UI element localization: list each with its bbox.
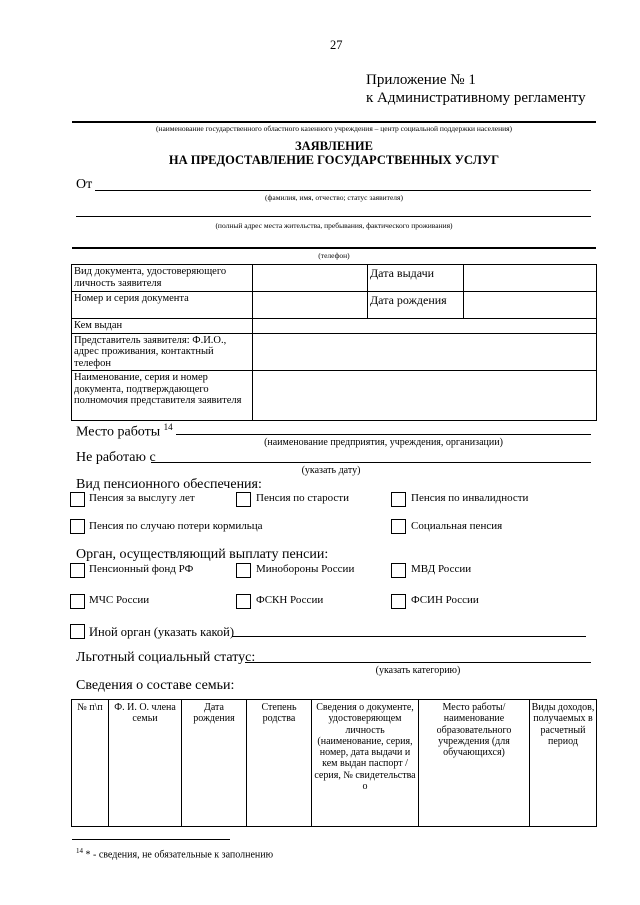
payer-option-label: Пенсионный фонд РФ [89,563,194,575]
payer-option-label: ФСИН России [411,594,479,606]
phone-hint: (телефон) [318,251,350,260]
title-line2: НА ПРЕДОСТАВЛЕНИЕ ГОСУДАРСТВЕННЫХ УСЛУГ [168,153,500,167]
from-hint: (фамилия, имя, отчество; статус заявителя) [265,193,403,202]
page-number: 27 [330,38,343,52]
pension-option-label: Пенсия по инвалидности [411,492,529,504]
not-working-hint: (указать дату) [301,465,361,476]
footnote [76,847,273,860]
issue-date-label: Дата выдачи [368,265,464,292]
applicant-table [71,264,597,421]
family-heading: Сведения о составе семьи: [76,678,235,693]
issue-date-value[interactable] [464,265,597,292]
workplace-footnote-ref: 14 [163,422,173,432]
address-hint: (полный адрес места жительства, пребывания, фактического проживания) [215,221,453,230]
social-status-hint: (указать категорию) [375,665,461,676]
payer-other-checkbox[interactable] [70,624,85,639]
pension-option-checkbox[interactable] [236,492,251,507]
pension-option-label: Пенсия за выслугу лет [89,492,195,504]
payer-option-checkbox[interactable] [391,594,406,609]
workplace-hint: (наименование предприятия, учреждения, организации) [264,437,503,448]
institution-hint: (наименование государственного областного казенного учреждения – центр социальной поддержки населения) [155,124,513,133]
birth-date-label: Дата рождения [368,292,464,319]
footnote-text: * - сведения, не обязательные к заполнению [85,849,274,861]
footnote-separator [72,839,230,840]
payer-heading: Орган, осуществляющий выплату пенсии: [76,547,329,562]
payer-option-checkbox[interactable] [70,563,85,578]
address-line[interactable] [76,216,591,217]
representative-label: Представитель заявителя: Ф.И.О., адрес проживания, контактный телефон [72,333,253,371]
phone-line[interactable] [72,247,596,249]
appendix-line2: к Административному регламенту [366,90,586,106]
issued-by-label: Кем выдан [72,319,253,334]
payer-option-checkbox[interactable] [70,594,85,609]
appendix-line1: Приложение № 1 [366,72,476,88]
pension-option-label: Пенсия по старости [256,492,349,504]
pension-option-checkbox[interactable] [391,492,406,507]
workplace-label: Место работы $^{14}$ [76,422,173,440]
not-working-line[interactable] [151,462,591,463]
social-status-label: Льготный социальный статус: [76,650,256,665]
pension-option-label: Социальная пенсия [411,520,503,532]
family-column-header: № п\п [72,700,109,827]
social-status-line[interactable] [245,662,591,663]
workplace-line[interactable] [176,434,591,435]
payer-option-label: Минобороны России [256,563,355,575]
pension-option-label: Пенсия по случаю потери кормильца [89,520,263,532]
family-column-header: Сведения о документе, удостоверяющем личность (наименование, серия, номер, дата выдачи и кем выдан паспорт / серия, № свидетельства о [312,700,419,827]
payer-option-label: ФСКН России [256,594,324,606]
pension-option-checkbox[interactable] [70,492,85,507]
footnote-number: 14 [76,847,83,855]
payer-option-label: МВД России [411,563,472,575]
issued-by-value[interactable] [253,319,597,334]
title-line1: ЗАЯВЛЕНИЕ [295,139,373,153]
not-working-label: Не работаю с [76,450,156,465]
doc-number-value[interactable] [253,292,368,319]
family-table [71,699,597,827]
doc-type-label: Вид документа, удостоверяющего личность заявителя [72,265,253,292]
pension-option-checkbox[interactable] [391,519,406,534]
pension-option-checkbox[interactable] [70,519,85,534]
authority-doc-value[interactable] [253,371,597,421]
payer-option-checkbox[interactable] [391,563,406,578]
payer-other-label: Иной орган (указать какой) [89,625,235,639]
authority-doc-label: Наименование, серия и номер документа, подтверждающего полномочия представителя заявителя [72,371,253,421]
family-column-header: Место работы/ наименование образовательного учреждения (для обучающихся) [419,700,530,827]
family-column-header: Степень родства [247,700,312,827]
payer-option-checkbox[interactable] [236,594,251,609]
doc-type-value[interactable] [253,265,368,292]
birth-date-value[interactable] [464,292,597,319]
family-column-header: Дата рождения [182,700,247,827]
doc-number-label: Номер и серия документа [72,292,253,319]
payer-option-checkbox[interactable] [236,563,251,578]
pension-type-heading: Вид пенсионного обеспечения: [76,477,262,492]
family-column-header: Ф. И. О. члена семьи [109,700,182,827]
from-label: От [76,177,93,192]
payer-other-line[interactable] [232,636,586,637]
payer-option-label: МЧС России [89,594,150,606]
representative-value[interactable] [253,333,597,371]
institution-line[interactable] [72,121,596,123]
family-column-header: Виды доходов, получаемых в расчетный период [530,700,597,827]
from-line[interactable] [95,190,591,191]
